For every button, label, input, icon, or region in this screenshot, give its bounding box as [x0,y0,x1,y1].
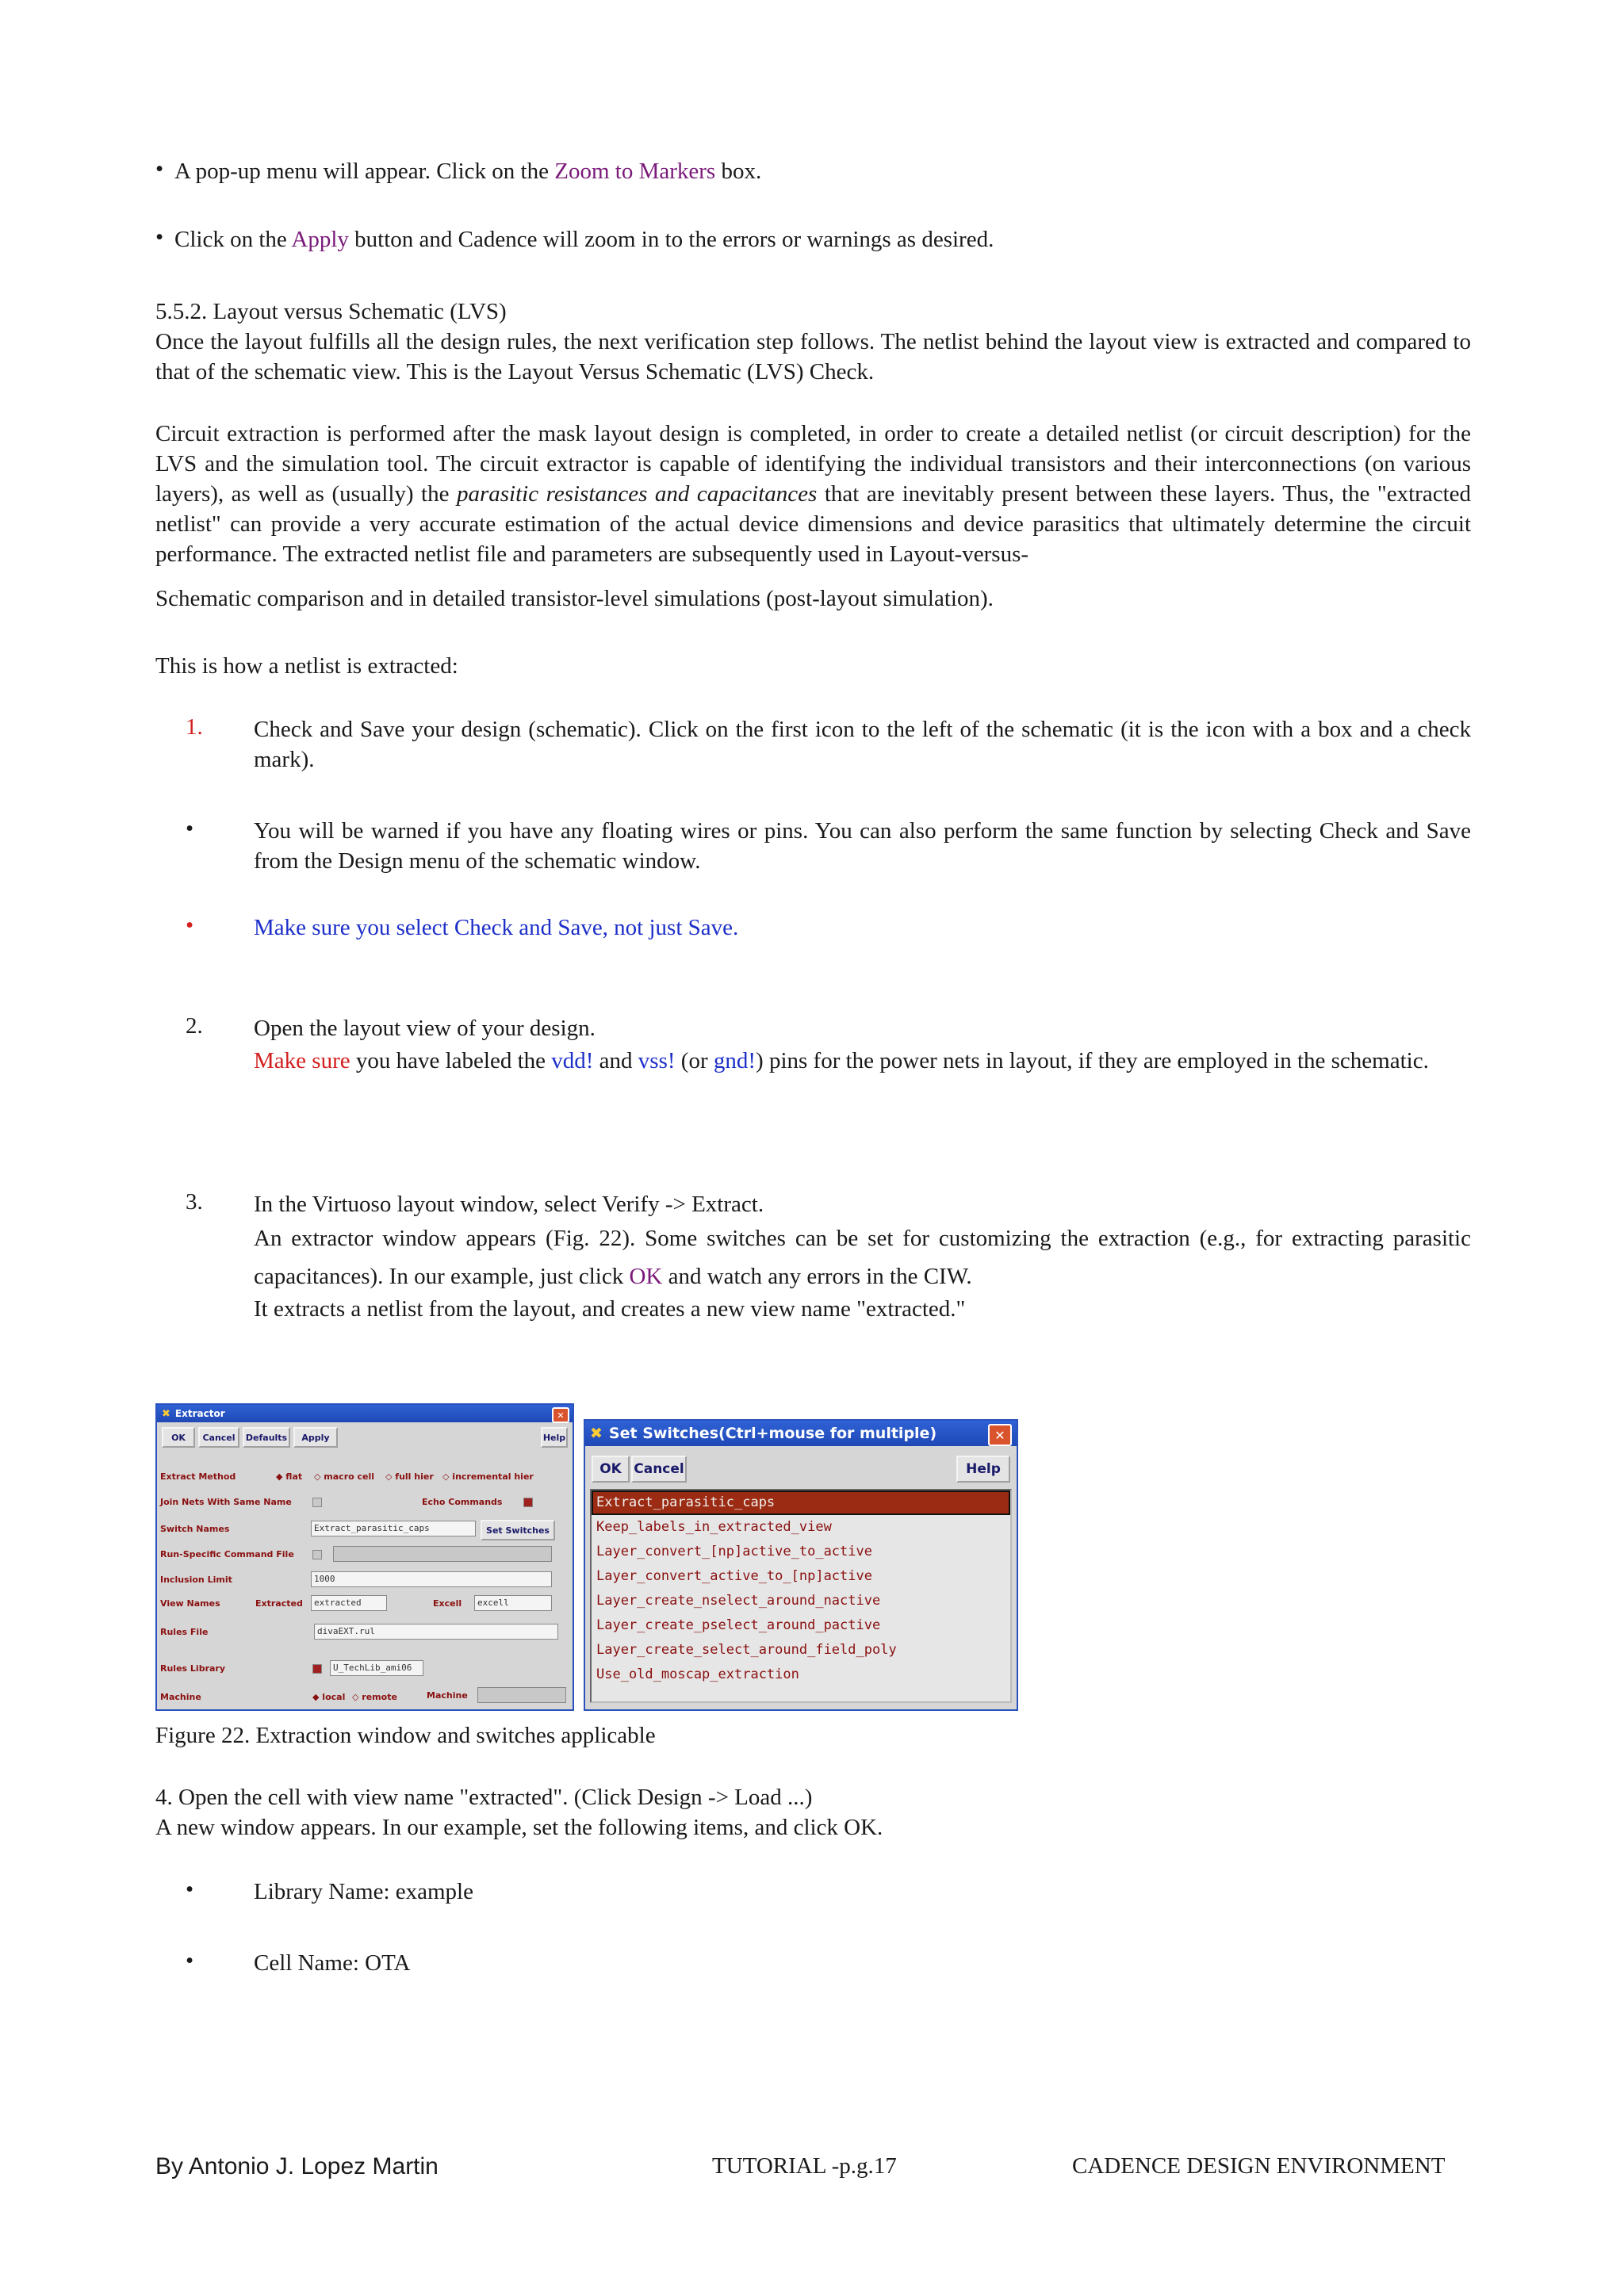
rules-file-label: Rules File [160,1627,209,1637]
machine-label: Machine [160,1692,201,1702]
set-switches-title: Set Switches(Ctrl+mouse for multiple) [608,1425,937,1442]
step-2-line: Open the layout view of your design. [254,1016,596,1041]
step-apply: Click on the Apply button and Cadence will zoom in to the errors or warnings as desired. [174,227,994,252]
step-3-line: In the Virtuoso layout window, select Verify -> Extract. [254,1192,764,1217]
bullet-dot: • [186,816,194,841]
bullet-dot: • [155,224,164,250]
help-button[interactable]: Help [956,1456,1010,1483]
list-item[interactable]: Keep_labels_in_extracted_view [596,1519,832,1535]
step-number-2: 2. [186,1013,203,1039]
rules-library-checkbox[interactable] [312,1664,322,1674]
step-4-line: 4. Open the cell with view name "extracted". (Click Design -> Load ...) [155,1785,813,1810]
close-icon[interactable]: ✕ [552,1407,569,1423]
set-switches-titlebar [585,1421,1017,1446]
rules-library-label: Rules Library [160,1663,226,1674]
cancel-button[interactable]: Cancel [198,1427,239,1448]
run-specific-field[interactable] [333,1546,552,1562]
machine-local-radio[interactable]: ◆ local [312,1692,346,1702]
extracted-label: Extracted [255,1598,303,1609]
ok-button[interactable]: OK [162,1427,195,1448]
lvs-intro-paragraph: Once the layout fulfills all the design rules, the next verification step follows. The netlist behind the layout view is extracted and compared to that of the schematic view. This is the Layout Versus Schematic (LVS) Check. [155,329,1471,385]
step-1-text: Check and Save your design (schematic). Click on the first icon to the left of the schematic (it is the icon with a box and a check mark). [254,717,1471,772]
join-nets-checkbox[interactable] [312,1498,322,1507]
cancel-button[interactable]: Cancel [631,1456,687,1483]
step-4-instructions: A new window appears. In our example, set the following items, and click OK. [155,1815,883,1840]
how-extracted-text: This is how a netlist is extracted: [155,653,458,679]
close-icon[interactable]: ✕ [988,1424,1012,1446]
echo-commands-checkbox[interactable] [523,1498,533,1507]
apply-text: Apply [291,227,349,252]
extractor-toolbar [162,1427,338,1448]
footer-author: By Antonio J. Lopez Martin [155,2153,439,2179]
step-zoom-markers: A pop-up menu will appear. Click on the Zoom to Markers box. [174,159,762,184]
extraction-paragraph-end: Schematic comparison and in detailed transistor-level simulations (post-layout simulation). [155,586,994,611]
method-macro-radio[interactable]: ◇ macro cell [314,1471,375,1482]
app-icon: ✖ [590,1425,603,1442]
extractor-dialog [155,1403,574,1711]
switch-names-field[interactable]: Extract_parasitic_caps [311,1521,476,1536]
library-name-item: Library Name: example [254,1879,473,1904]
apply-button[interactable]: Apply [293,1427,338,1448]
extracted-view-field[interactable]: extracted [311,1595,387,1611]
ok-button[interactable]: OK [592,1456,630,1483]
method-flat-radio[interactable]: ◆ flat [276,1471,303,1482]
list-item[interactable]: Layer_create_select_around_field_poly [596,1642,897,1658]
zoom-to-markers-text: Zoom to Markers [554,159,716,184]
extract-method-label: Extract Method [160,1471,236,1482]
step-2-text: Make sure you have labeled the vdd! and vss! (or gnd!) pins for the power nets in layout, if they are employed in the schematic. [254,1048,1429,1073]
figure-caption: Figure 22. Extraction window and switches applicable [155,1723,656,1748]
bullet-dot: • [155,156,164,182]
check-save-warning: Make sure you select Check and Save, not just Save. [254,915,739,940]
bullet-dot: • [186,1948,194,1973]
machine-field[interactable] [477,1687,566,1703]
floating-wires-text: You will be warned if you have any floating wires or pins. You can also perform the same function by selecting Check and Save from the Design menu of the schematic window. [254,818,1471,874]
run-specific-label: Run-Specific Command File [160,1549,294,1559]
set-switches-dialog [584,1419,1018,1711]
switches-listbox[interactable] [590,1489,1012,1703]
view-names-label: View Names [160,1598,220,1609]
step-3-result: It extracts a netlist from the layout, and creates a new view name "extracted." [254,1296,966,1322]
echo-commands-label: Echo Commands [422,1497,503,1507]
list-item[interactable]: Use_old_moscap_extraction [596,1667,799,1682]
rules-file-field[interactable]: divaEXT.rul [314,1624,558,1640]
bullet-dot: • [186,913,194,938]
inclusion-limit-label: Inclusion Limit [160,1575,232,1585]
list-item[interactable]: Extract_parasitic_caps [592,1490,1010,1515]
step-number-1: 1. [186,714,203,740]
method-full-hier-radio[interactable]: ◇ full hier [385,1471,434,1482]
footer-title: CADENCE DESIGN ENVIRONMENT [1072,2153,1446,2179]
extractor-title: Extractor [174,1408,225,1419]
run-specific-checkbox[interactable] [312,1550,322,1559]
defaults-button[interactable]: Defaults [243,1427,290,1448]
section-heading: 5.5.2. Layout versus Schematic (LVS) [155,299,507,324]
footer-page: TUTORIAL -p.g.17 [712,2153,897,2179]
method-incremental-radio[interactable]: ◇ incremental hier [442,1471,534,1482]
join-nets-label: Join Nets With Same Name [160,1497,292,1507]
list-item[interactable]: Layer_convert_[np]active_to_active [596,1544,872,1559]
extractor-titlebar [157,1405,573,1422]
step-number-3: 3. [186,1189,203,1215]
bullet-dot: • [186,1877,194,1902]
extraction-paragraph: Circuit extraction is performed after the mask layout design is completed, in order to create a detailed netlist (or circuit description) for the LVS and the simulation tool. The circuit extractor is capable of identifying the individual transistors and their interconnections (on various layers), as well as (usually) the parasitic resistances and capacitances that are inevitably present between these layers. Thus, the "extracted netlist" can provide a very accurate estimation of the actual device dimensions and device parasitics that ultimately determine the circuit performance. The extracted netlist file and parameters are subsequently used in Layout-versus- [155,421,1471,567]
switch-names-label: Switch Names [160,1524,230,1534]
help-button[interactable]: Help [541,1427,568,1448]
step-3-text: An extractor window appears (Fig. 22). Some switches can be set for customizing the extraction (e.g., for extracting parasitic capacitances). In our example, just click OK and watch any errors in the CIW. [254,1226,1471,1289]
list-item[interactable]: Layer_convert_active_to_[np]active [596,1568,872,1584]
cell-name-item: Cell Name: OTA [254,1950,411,1976]
list-item[interactable]: Layer_create_pselect_around_pactive [596,1617,881,1633]
list-item[interactable]: Layer_create_nselect_around_nactive [596,1593,881,1609]
set-switches-button[interactable]: Set Switches [481,1520,555,1540]
inclusion-limit-field[interactable]: 1000 [311,1571,552,1587]
excell-view-field[interactable]: excell [474,1595,552,1611]
rules-library-field[interactable]: U_TechLib_ami06 [330,1660,423,1676]
app-icon: ✖ [162,1407,170,1420]
machine-field-label: Machine [427,1690,468,1701]
excell-label: Excell [433,1598,462,1609]
machine-remote-radio[interactable]: ◇ remote [352,1692,397,1702]
